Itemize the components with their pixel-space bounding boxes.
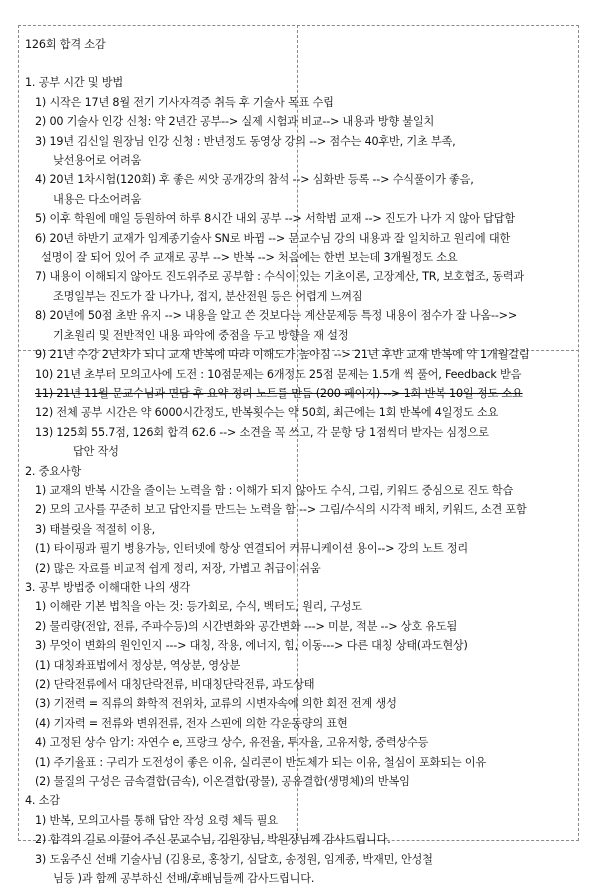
list-item: 1) 반복, 모의고사를 통해 답안 작성 요령 체득 필요 [35,813,278,827]
list-item: 4) 고정된 상수 암기: 자연수 e, 프랑크 상수, 유전율, 투자율, 고유저항, 중력상수등 [35,736,429,750]
list-item-continued: 조명일부는 진도가 잘 나가나, 접지, 분산전원 등은 어렵게 느껴짐 [53,289,363,303]
list-item: 5) 이후 학원에 매일 등원하여 하루 8시간 내외 공부 --> 서학범 교재 --> 진도가 나가 지 않아 답답함 [35,212,516,226]
list-item: 1) 교재의 반복 시간을 줄이는 노력을 함 : 이해가 되지 않아도 수식, 그림, 키워드 중심으로 진도 학습 [35,483,514,497]
list-item: 4) 20년 1차시험(120회) 후 좋은 씨앗 공개강의 참석 --> 심화반 등록 --> 수식풀이가 좋음, [35,173,474,187]
section-key-points [25,462,577,578]
list-item: 2) 물리량(전압, 전류, 주파수등)의 시간변화와 공간변화 ---> 미분, 적분 --> 상호 유도됨 [35,619,458,633]
list-item: 7) 내용이 이해되지 않아도 진도위주로 공부함 : 수식이 있는 기초이론, 고장계산, TR, 보호협조, 동력과 [35,270,524,284]
sub-list-item: (1) 타이핑과 필기 병용가능, 인터넷에 항상 연결되어 커뮤니케이션 용이--> 강의 노트 정리 [35,542,469,556]
list-item: 8) 20년에 50점 초반 유지 --> 내용을 알고 쓴 것보다는 계산문제등 특정 내용이 점수가 잘 나옴-->> [35,309,518,323]
list-item: 3) 태블릿을 적절히 이용, [35,522,155,536]
list-item: 2) 합격의 길로 이끌어 주신 문교수님, 김원장님, 박원장님께 감사드립니다. [35,833,391,847]
section-heading: 2. 중요사항 [25,464,82,478]
list-item: 1) 시작은 17년 8월 전기 기사자격증 취득 후 기술사 목표 수립 [35,95,334,109]
list-item-continued: 님등 )과 함께 공부하신 선배/후배님들께 감사드립니다. [53,872,315,886]
section-heading: 1. 공부 시간 및 방법 [25,76,123,90]
list-item-continued: 기초원리 및 전반적인 내용 파악에 중점을 두고 방향을 재 설정 [53,328,349,342]
list-item: 3) 무엇이 변화의 원인인지 ---> 대칭, 작용, 에너지, 힘, 이동---> 다른 대칭 상태(과도현상) [35,639,468,653]
list-item-struck: 11) 21년 11월 문교수님과 면담 후 요약 정리 노트를 만듬 (200 페이지) --> 1회 반복 10일 정도 소요 [35,386,523,400]
sub-list-item: (4) 기자력 = 전류와 변위전류, 전자 스핀에 의한 각운동량의 표현 [35,716,348,730]
section-closing-remarks [25,791,577,888]
section-heading: 3. 공부 방법중 이해대한 나의 생각 [25,580,190,594]
list-item: 2) 모의 고사를 꾸준히 보고 답안지를 만드는 노력을 함 --> 그림/수식의 시각적 배치, 키워드, 소견 포함 [35,503,527,517]
list-item: 1) 이해란 기본 법칙을 아는 것: 등가회로, 수식, 벡터도, 원리, 구성도 [35,600,362,614]
list-item-continued: 답안 작성 [73,445,119,459]
page-title: 126회 합격 소감 [25,38,106,51]
list-item-continued: 낮선용어로 어려움 [53,154,142,168]
list-item: 13) 125회 55.7점, 126회 합격 62.6 --> 소견을 꼭 쓰고, 각 문항 당 1점씩더 받자는 심정으로 [35,425,489,439]
section-heading: 4. 소감 [25,794,60,808]
list-item: 2) 00 기술사 인강 신청: 약 2년간 공부--> 실제 시험과 비교--> 내용과 방향 불일치 [35,115,435,129]
list-item-continued: 내용은 다소어려움 [53,192,142,206]
list-item: 6) 20년 하반기 교재가 임계종기술사 SN로 바뀜 --> 문교수님 강의 내용과 잘 일치하고 원리에 대한 [35,231,511,245]
sub-list-item: (1) 주기율표 : 구리가 도전성이 좋은 이유, 실리콘이 반도체가 되는 이유, 철심이 포화되는 이유 [35,755,487,769]
document-body [25,35,577,888]
list-item: 3) 도움주신 선배 기술사님 (김용로, 홍창기, 심달호, 송정원, 임계종, 박재민, 안성철 [35,852,433,866]
list-item-continued: 설명이 잘 되어 있어 주 교재로 공부 --> 반복 --> 처음에는 한번 보는데 3개월정도 소요 [41,251,458,265]
sub-list-item: (3) 기전력 = 직류의 화학적 전위차, 교류의 시변자속에 의한 회전 전계 생성 [35,697,397,711]
sub-list-item: (1) 대칭좌표법에서 정상분, 역상분, 영상분 [35,658,241,672]
list-item: 12) 전체 공부 시간은 약 6000시간정도, 반복횟수는 약 50회, 최근에는 1회 반복에 4일정도 소요 [35,406,499,420]
list-item: 10) 21년 초부터 모의고사에 도전 : 10점문제는 6개정도 25점 문제는 1.5개 씩 풀어, Feedback 받음 [35,367,522,381]
sub-list-item: (2) 단락전류에서 대칭단락전류, 비대칭단락전류, 과도상태 [35,678,315,691]
sub-list-item: (2) 물질의 구성은 금속결합(금속), 이온결합(광물), 공유결합(생명체)의 반복임 [35,775,410,789]
sub-list-item: (2) 많은 자료를 비교적 쉽게 정리, 저장, 가볍고 취급이 쉬움 [35,561,321,575]
section-study-method [25,73,577,461]
list-item: 9) 21년 수강 2년차가 되니 교재 반복에 따라 이해도가 높아짐 --> 21년 후반 교재 반복에 약 1개월걸림 [35,348,530,362]
list-item: 3) 19년 김신일 원장님 인강 신청 : 반년정도 동영상 강의 --> 점수는 40후반, 기초 부족, [35,134,456,148]
section-understanding [25,578,577,791]
